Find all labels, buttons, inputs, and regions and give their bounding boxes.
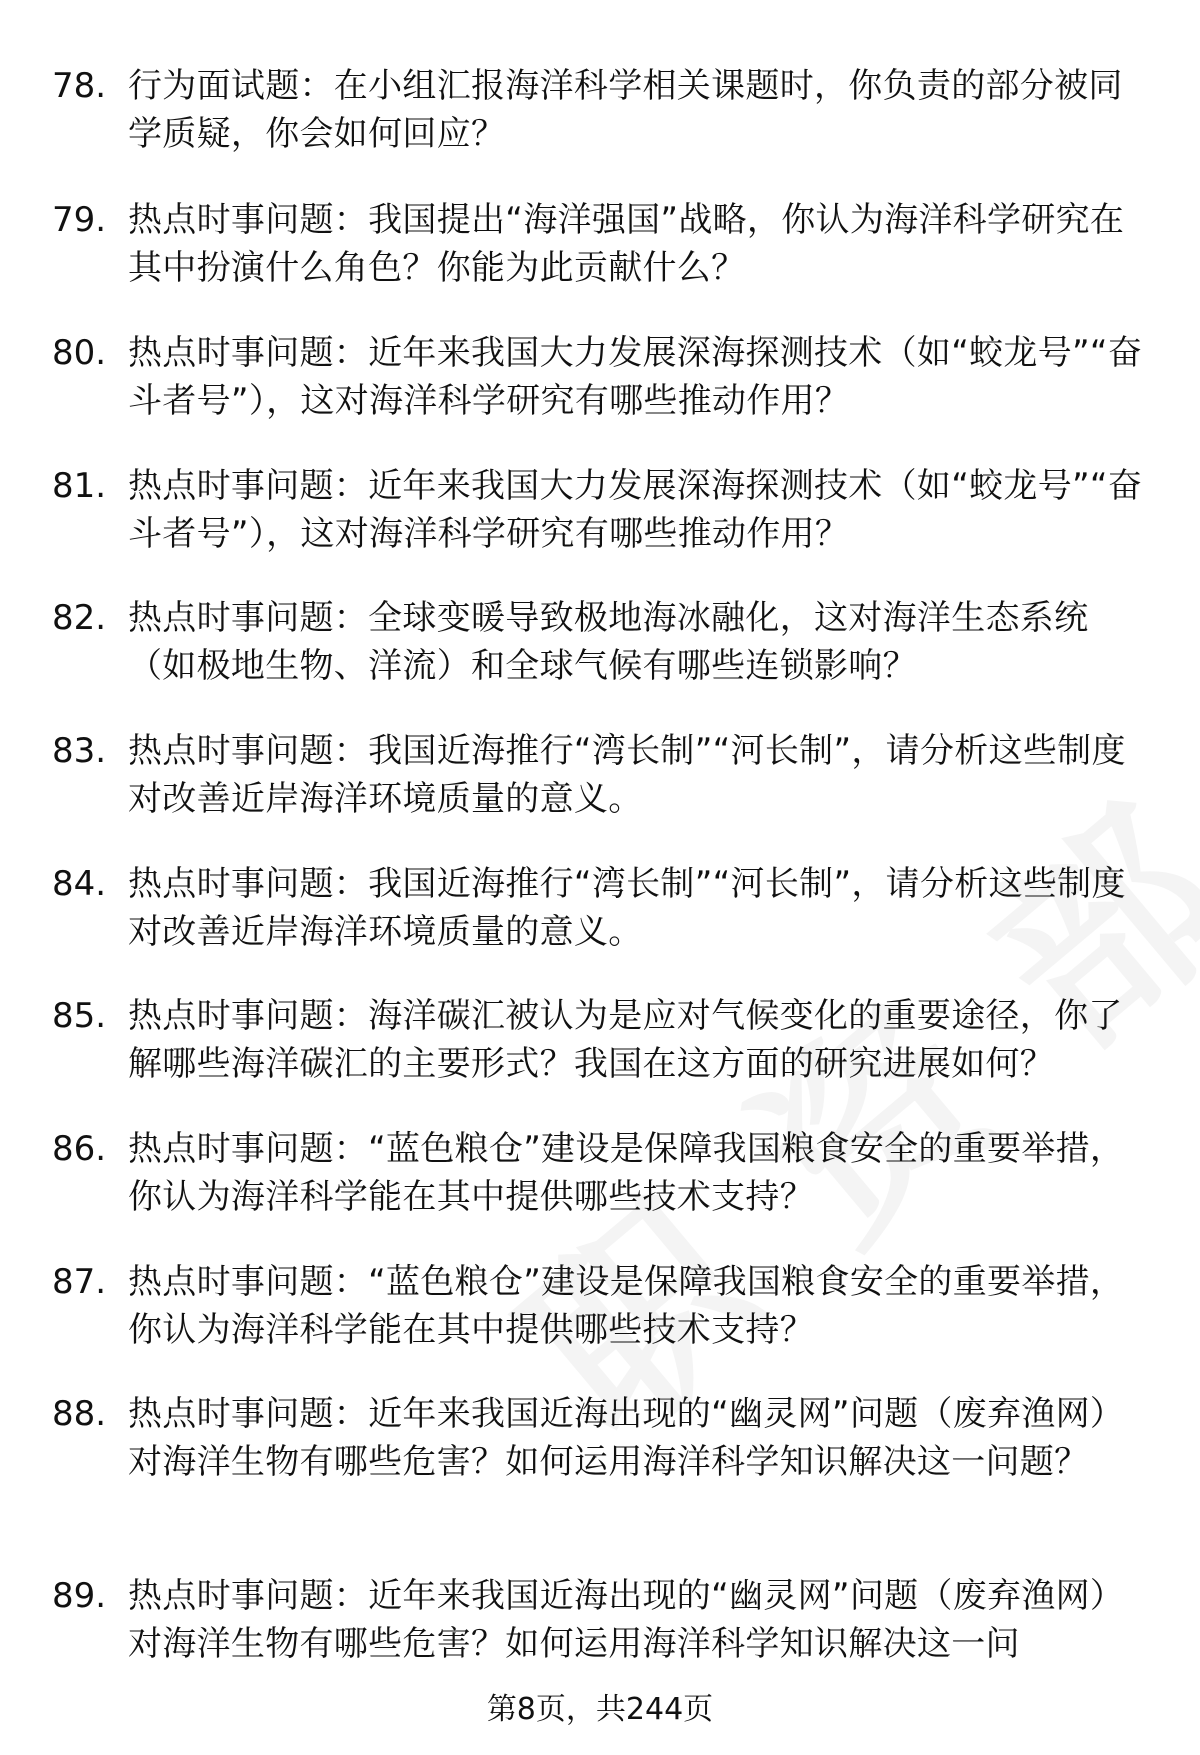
question-number: 81. (52, 466, 107, 506)
question-number: 89. (52, 1576, 107, 1616)
question-text: 热点时事问题：海洋碳汇被认为是应对气候变化的重要途径，你了解哪些海洋碳汇的主要形式？我国在这方面的研究进展如何？ (128, 996, 1123, 1084)
question-text: 热点时事问题：近年来我国大力发展深海探测技术（如“蛟龙号”“奋斗者号”），这对海洋科学研究有哪些推动作用？ (128, 466, 1143, 554)
question-item (52, 727, 1152, 823)
question-item (52, 329, 1152, 425)
question-item (52, 860, 1152, 956)
question-number: 82. (52, 598, 107, 638)
question-text: 热点时事问题：我国提出“海洋强国”战略，你认为海洋科学研究在其中扮演什么角色？你能为此贡献什么？ (128, 200, 1125, 288)
question-number: 87. (52, 1262, 107, 1302)
page-footer: 第8页，共244页 (486, 1692, 714, 1727)
question-item (52, 1125, 1152, 1221)
question-number: 88. (52, 1394, 107, 1434)
question-item (52, 196, 1152, 292)
question-item (52, 1390, 1152, 1486)
question-text: 热点时事问题：“蓝色粮仓”建设是保障我国粮食安全的重要举措，你认为海洋科学能在其中提供哪些技术支持？ (128, 1129, 1125, 1217)
question-text: 热点时事问题：我国近海推行“湾长制”“河长制”，请分析这些制度对改善近岸海洋环境质量的意义。 (128, 731, 1126, 819)
question-item (52, 992, 1152, 1088)
question-number: 78. (52, 66, 107, 106)
question-item (52, 462, 1152, 558)
question-text: 热点时事问题：近年来我国近海出现的“幽灵网”问题（废弃渔网）对海洋生物有哪些危害？如何运用海洋科学知识解决这一问题？ (128, 1394, 1125, 1482)
question-text: 热点时事问题：近年来我国大力发展深海探测技术（如“蛟龙号”“奋斗者号”），这对海洋科学研究有哪些推动作用？ (128, 333, 1143, 421)
question-text: 热点时事问题：近年来我国近海出现的“幽灵网”问题（废弃渔网）对海洋生物有哪些危害？如何运用海洋科学知识解决这一问 (128, 1576, 1125, 1664)
question-text: 热点时事问题：“蓝色粮仓”建设是保障我国粮食安全的重要举措，你认为海洋科学能在其中提供哪些技术支持？ (128, 1262, 1125, 1350)
question-text: 行为面试题：在小组汇报海洋科学相关课题时，你负责的部分被同学质疑，你会如何回应？ (128, 66, 1123, 154)
question-number: 79. (52, 200, 107, 240)
question-item (52, 1572, 1152, 1668)
question-item (52, 62, 1152, 158)
question-number: 84. (52, 864, 107, 904)
question-number: 85. (52, 996, 107, 1036)
question-number: 83. (52, 731, 107, 771)
question-item (52, 1258, 1152, 1354)
question-number: 80. (52, 333, 107, 373)
question-item (52, 594, 1152, 690)
question-text: 热点时事问题：我国近海推行“湾长制”“河长制”，请分析这些制度对改善近岸海洋环境质量的意义。 (128, 864, 1126, 952)
question-text: 热点时事问题：全球变暖导致极地海冰融化，这对海洋生态系统（如极地生物、洋流）和全球气候有哪些连锁影响？ (128, 598, 1089, 686)
question-number: 86. (52, 1129, 107, 1169)
